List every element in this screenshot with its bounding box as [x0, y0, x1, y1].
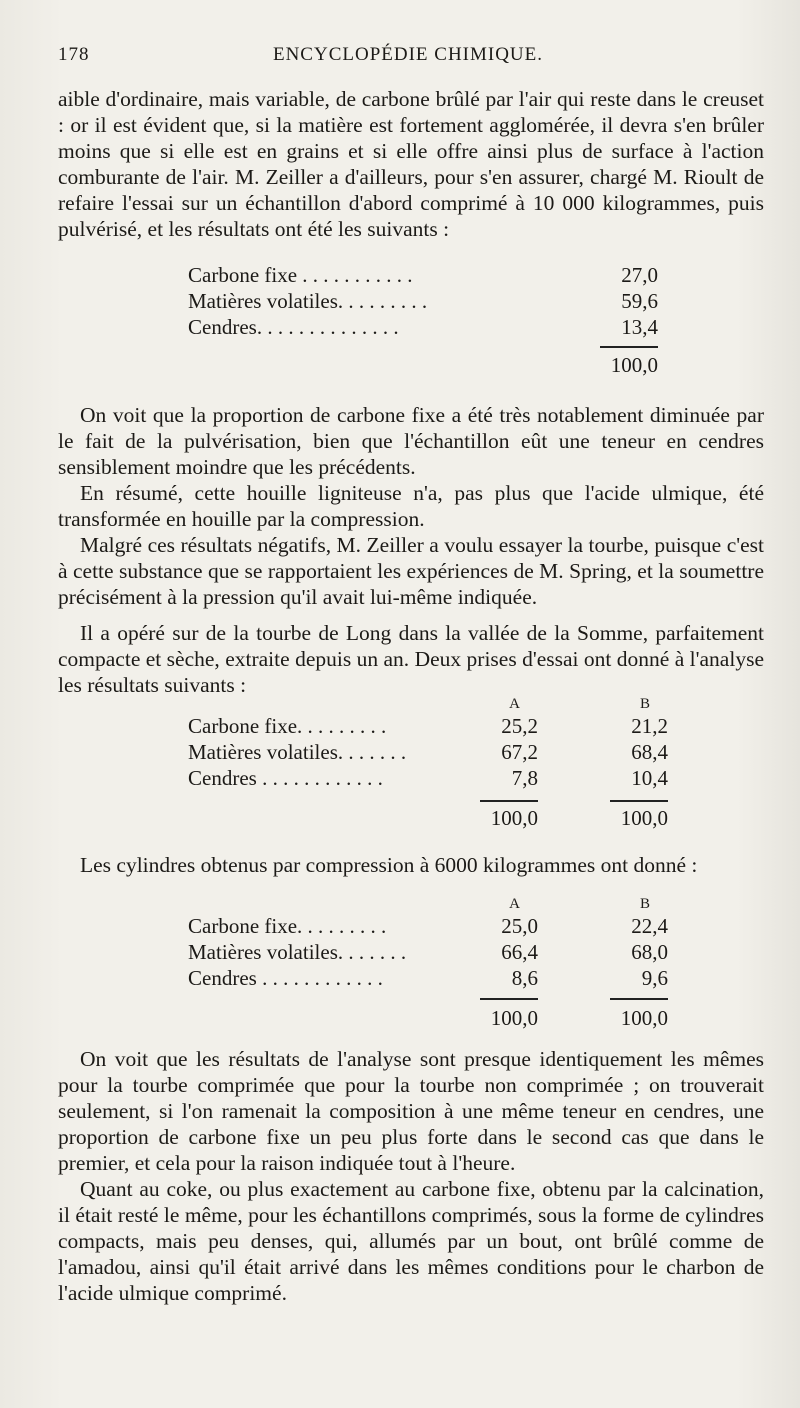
table-row: Cendres . . . . . . . . . . . . 8,6 9,6 — [188, 966, 668, 990]
table-row: Carbone fixe. . . . . . . . . 25,0 22,4 — [188, 914, 668, 938]
running-header — [58, 44, 758, 74]
paragraph-6: Les cylindres obtenus par compression à 6000 kilogrammes ont donné : — [80, 853, 698, 877]
results-table-pulverized — [188, 263, 658, 379]
column-header-a: A — [509, 896, 520, 912]
table-row: Carbone fixe . . . . . . . . . . . 27,0 — [188, 263, 658, 287]
table-total-row: 100,0 100,0 — [490, 1006, 668, 1030]
column-header-b: B — [639, 696, 650, 712]
table-header — [188, 892, 668, 914]
table-total-row: 100,0 100,0 — [490, 806, 668, 830]
table-row: Cendres . . . . . . . . . . . . 7,8 10,4 — [188, 766, 668, 790]
table-row: Cendres. . . . . . . . . . . . . . 13,4 — [188, 315, 658, 339]
paragraph-2: On voit que la proportion de carbone fixe a été très notablement diminuée par le fait de la pulvérisation, bien que l'échantillon eût une teneur en cendres sensiblement moindre que les précédents. — [58, 403, 764, 479]
results-table-peat — [188, 692, 668, 832]
column-header-a: A — [509, 696, 520, 712]
sum-rule — [600, 346, 658, 348]
paragraph-1: aible d'ordinaire, mais variable, de carbone brûlé par l'air qui reste dans le creuset : or il est évident que, si la matière est fortement agglomérée, il devra s'en brûler moins que si elle est en grains et si elle offre ainsi plus de surface à l'action comburante de l'air. M. Zeiller a d'ailleurs, pour s'en assurer, chargé M. Rioult de refaire l'essai sur un échantillon d'abord comprimé à 10 000 kilogrammes, puis pulvérisé, et les résultats ont été les suivants : — [58, 87, 764, 241]
paragraph-5: Il a opéré sur de la tourbe de Long dans la vallée de la Somme, parfaitement compacte et sèche, extraite depuis un an. Deux prises d'essai ont donné à l'analyse les résultats suivants : — [58, 621, 764, 697]
column-header-b: B — [639, 896, 650, 912]
paragraph-8: Quant au coke, ou plus exactement au carbone fixe, obtenu par la calcination, il était resté le même, pour les échantillons comprimés, sous la forme de cylindres compacts, mais peu denses, qui, allumés par un bout, ont brûlé comme de l'amadou, ainsi qu'il était arrivé dans les mêmes conditions pour le charbon de l'acide ulmique comprimé. — [58, 1177, 764, 1305]
paragraph-3: En résumé, cette houille ligniteuse n'a, pas plus que l'acide ulmique, été transformée en houille par la compression. — [58, 481, 764, 531]
table-total-row: 100,0 — [610, 353, 658, 377]
results-table-compressed — [188, 892, 668, 1032]
table-row: Matières volatiles. . . . . . . . . 59,6 — [188, 289, 658, 313]
sum-rule — [610, 998, 668, 1000]
table-row: Carbone fixe. . . . . . . . . 25,2 21,2 — [188, 714, 668, 738]
sum-rule — [610, 800, 668, 802]
paragraph-7: On voit que les résultats de l'analyse sont presque identiquement les mêmes pour la tourbe comprimée que pour la tourbe non comprimée ; on trouverait seulement, si l'on ramenait la composition à une même teneur en cendres, une proportion de carbone fixe un peu plus forte dans le second cas que dans le premier, et cela pour la raison indiquée tout à l'heure. — [58, 1047, 764, 1175]
table-row: Matières volatiles. . . . . . . 67,2 68,4 — [188, 740, 668, 764]
table-header — [188, 692, 668, 714]
sum-rule — [480, 998, 538, 1000]
running-title: ENCYCLOPÉDIE CHIMIQUE. — [272, 44, 544, 65]
paragraph-4: Malgré ces résultats négatifs, M. Zeiller a voulu essayer la tourbe, puisque c'est à cette substance que se rapportaient les expériences de M. Spring, et la soumettre précisément à la pression qu'il avait lui-même indiquée. — [58, 533, 764, 609]
sum-rule — [480, 800, 538, 802]
table-row: Matières volatiles. . . . . . . 66,4 68,0 — [188, 940, 668, 964]
page-number: 178 — [58, 44, 90, 65]
